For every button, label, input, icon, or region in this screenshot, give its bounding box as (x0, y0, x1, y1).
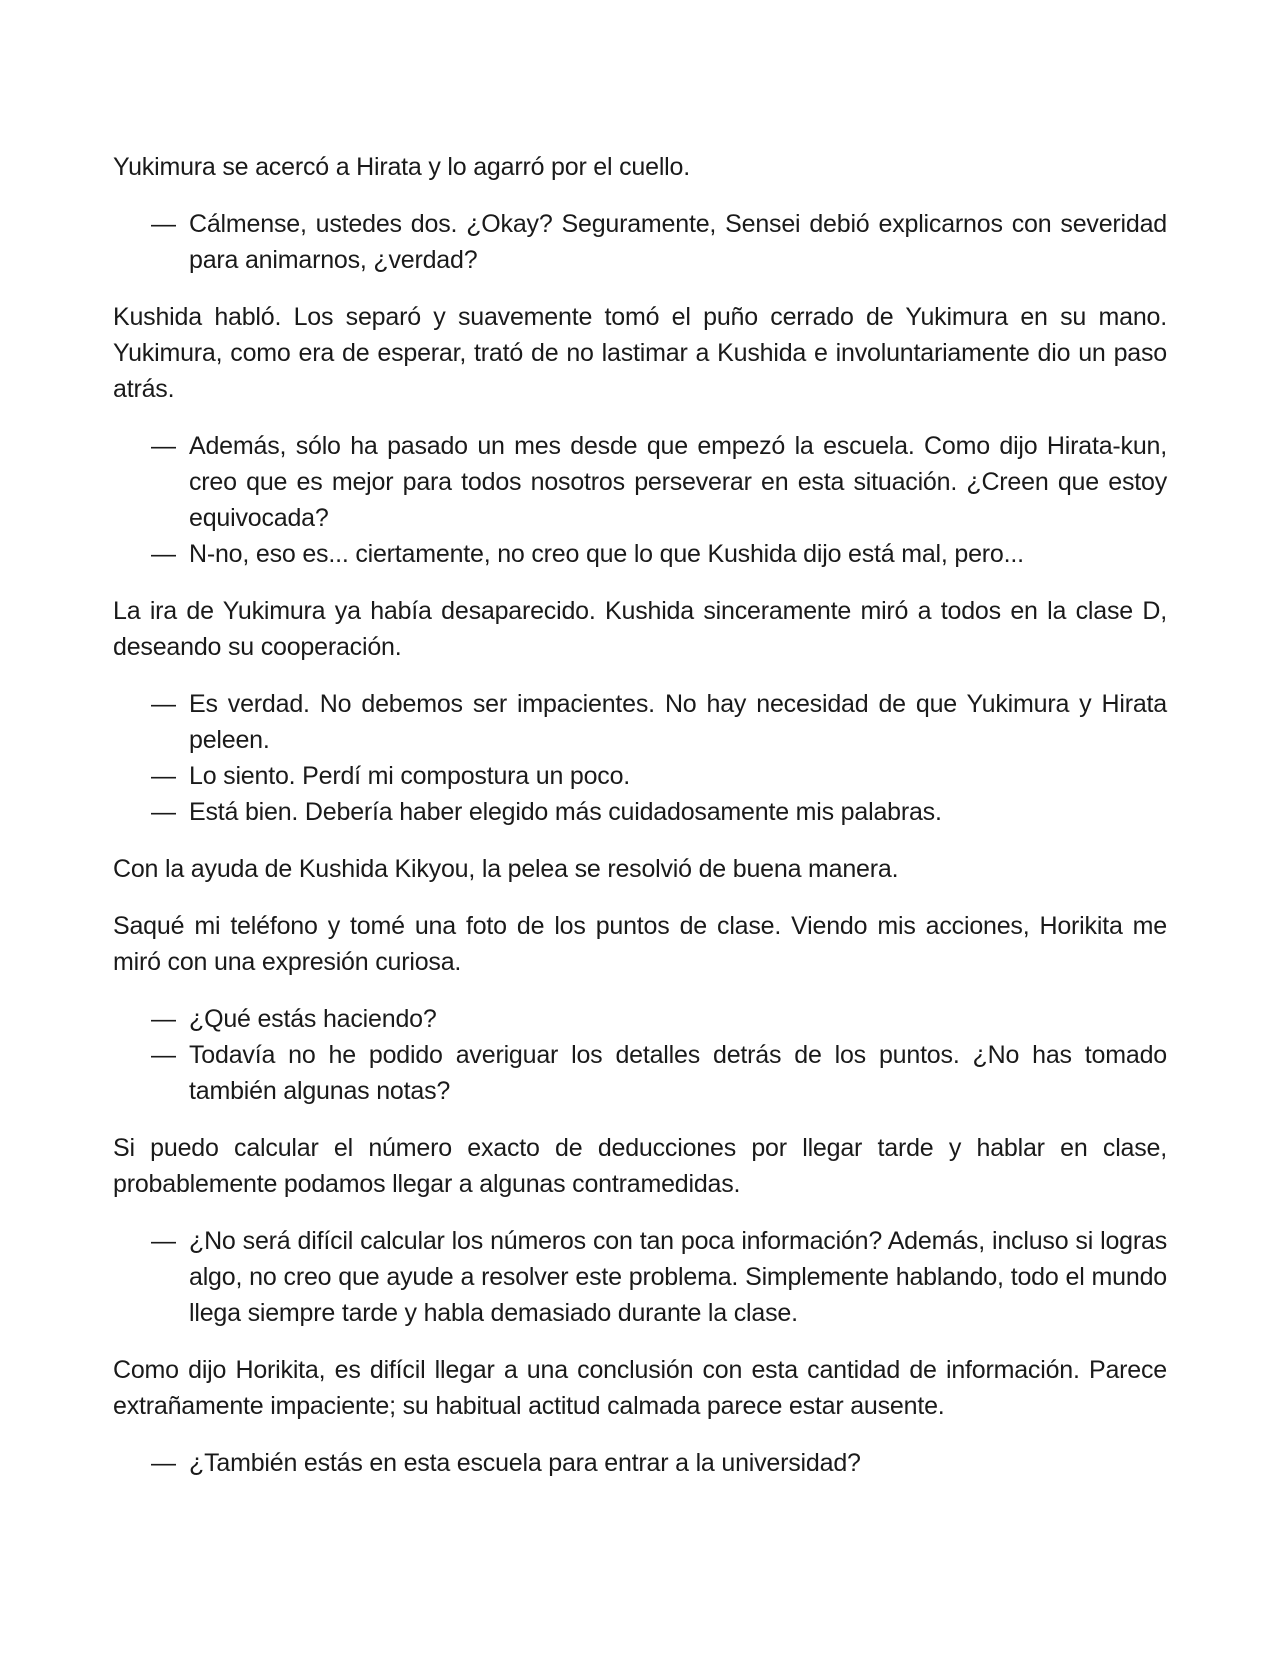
dash: — (151, 540, 176, 568)
paragraph: Saqué mi teléfono y tomé una foto de los puntos de clase. Viendo mis acciones, Horikita me miró con una expresión curiosa. (113, 912, 1167, 976)
dialogue-text: Cálmense, ustedes dos. ¿Okay? Seguramente, Sensei debió explicarnos con severidad para animarnos, ¿verdad? (189, 210, 1167, 274)
dialogue-line (151, 686, 1167, 758)
dialogue-line (151, 1037, 1167, 1109)
paragraph: Kushida habló. Los separó y suavemente tomó el puño cerrado de Yukimura en su mano. Yukimura, como era de esperar, trató de no lastimar a Kushida e involuntariamente dio un paso atrás. (113, 303, 1167, 403)
dash: — (151, 210, 176, 238)
dialogue-line (151, 206, 1167, 278)
dialogue-text: N-no, eso es... ciertamente, no creo que lo que Kushida dijo está mal, pero... (189, 540, 1024, 568)
paragraph: Yukimura se acercó a Hirata y lo agarró por el cuello. (113, 153, 690, 181)
dialogue-text: ¿Qué estás haciendo? (189, 1005, 437, 1033)
dialogue-text: Lo siento. Perdí mi compostura un poco. (189, 762, 631, 790)
dash: — (151, 690, 176, 718)
dialogue-line (151, 1445, 1167, 1481)
dialogue-group (113, 1445, 1167, 1481)
dialogue-text: Está bien. Debería haber elegido más cuidadosamente mis palabras. (189, 798, 942, 826)
dialogue-text: Además, sólo ha pasado un mes desde que empezó la escuela. Como dijo Hirata-kun, creo que es mejor para todos nosotros perseverar en esta situación. ¿Creen que estoy equivocada? (189, 432, 1167, 532)
dialogue-line (151, 1223, 1167, 1331)
dialogue-group (113, 206, 1167, 278)
dialogue-line (151, 1001, 1167, 1037)
dialogue-line (151, 536, 1167, 572)
dialogue-group (113, 1001, 1167, 1109)
dash: — (151, 1449, 176, 1477)
dialogue-line (151, 428, 1167, 536)
paragraph: Como dijo Horikita, es difícil llegar a una conclusión con esta cantidad de información. Parece extrañamente impaciente; su habitual actitud calmada parece estar ausente. (113, 1356, 1167, 1420)
dash: — (151, 798, 176, 826)
dialogue-group (113, 1223, 1167, 1331)
dialogue-line (151, 758, 1167, 794)
paragraph: Si puedo calcular el número exacto de deducciones por llegar tarde y hablar en clase, probablemente podamos llegar a algunas contramedidas. (113, 1134, 1167, 1198)
dash: — (151, 762, 176, 790)
dialogue-group (113, 686, 1167, 830)
dialogue-group (113, 428, 1167, 572)
dash: — (151, 1227, 176, 1255)
dash: — (151, 1005, 176, 1033)
paragraph: La ira de Yukimura ya había desaparecido. Kushida sinceramente miró a todos en la clase D, deseando su cooperación. (113, 597, 1167, 661)
paragraph: Con la ayuda de Kushida Kikyou, la pelea se resolvió de buena manera. (113, 855, 899, 883)
dialogue-text: ¿También estás en esta escuela para entrar a la universidad? (189, 1449, 861, 1477)
dialogue-line (151, 794, 1167, 830)
document-page (113, 149, 1167, 1502)
dialogue-text: Es verdad. No debemos ser impacientes. No hay necesidad de que Yukimura y Hirata peleen. (189, 690, 1167, 754)
dialogue-text: ¿No será difícil calcular los números con tan poca información? Además, incluso si logras algo, no creo que ayude a resolver este problema. Simplemente hablando, todo el mundo llega siempre tarde y habla demasiado durante la clase. (189, 1227, 1167, 1327)
dash: — (151, 1041, 176, 1069)
dialogue-text: Todavía no he podido averiguar los detalles detrás de los puntos. ¿No has tomado también algunas notas? (189, 1041, 1167, 1105)
dash: — (151, 432, 176, 460)
